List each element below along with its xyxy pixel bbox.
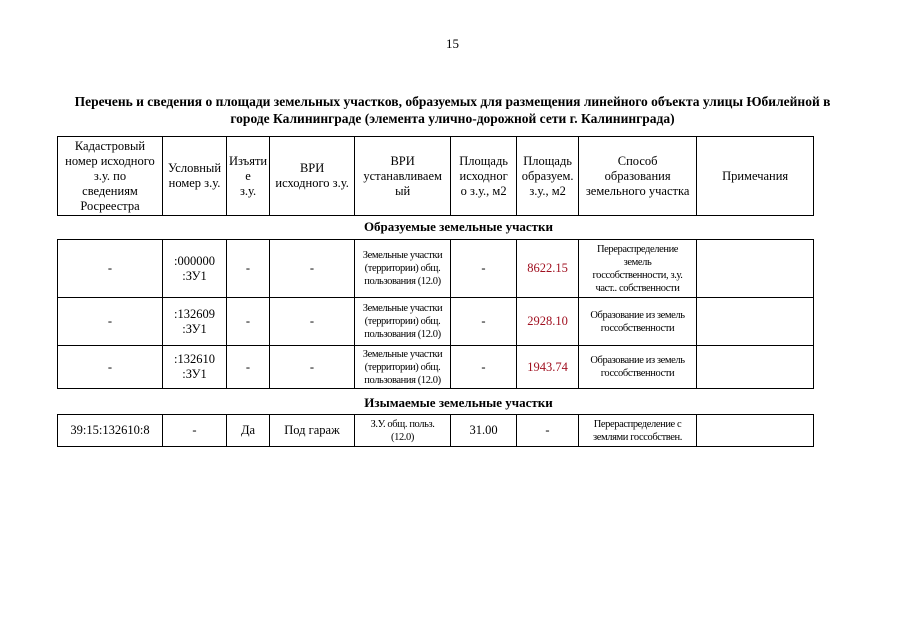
document-title [40,93,865,127]
cell-area-source: - [451,240,517,298]
table-row [58,346,814,389]
header-table [57,136,814,216]
cell-area-new: - [517,415,579,447]
cell-area-source: - [451,298,517,346]
header-cadastral: Кадастровый номер исходного з.у. по сведениям Росреестра [58,137,163,216]
cell-area-new: 1943.74 [517,346,579,389]
cell-vri-source: Под гараж [270,415,355,447]
cell-conditional-number: ​:000000 :ЗУ1 [163,240,227,298]
cell-cadastral: - [58,346,163,389]
cell-method: Образование из земель госсобственности [579,346,697,389]
cell-conditional-number: :132609 :ЗУ1 [163,298,227,346]
cell-seizure: - [227,298,270,346]
title-line-2: городе Калининграде (элемента улично-дорожной сети г. Калининграда) [230,111,675,126]
cell-vri-new: Земельные участки (территории) общ. пользования (12.0) [355,240,451,298]
cell-method: Образование из земель госсобственности [579,298,697,346]
cell-area-new: 2928.10 [517,298,579,346]
header-vri-source: ВРИ исходного з.у. [270,137,355,216]
cell-vri-source: - [270,346,355,389]
cell-vri-new: Земельные участки (территории) общ. пользования (12.0) [355,298,451,346]
cell-conditional-number: :132610 :ЗУ1 [163,346,227,389]
header-conditional-number: Условный номер з.у. [163,137,227,216]
section-seized-title: Изымаемые земельные участки [364,395,553,410]
cell-method: Перераспределение земель госсобственности, з.у. част.. собственности [579,240,697,298]
header-area-source: Площадь исходног о з.у., м2 [451,137,517,216]
formed-parcels-table [57,239,814,389]
table-row [58,298,814,346]
header-seizure: Изъяти е з.у. [227,137,270,216]
cell-notes [697,346,814,389]
cell-method: Перераспределение с землями госсобствен. [579,415,697,447]
cell-cadastral: 39:15:132610:8 [58,415,163,447]
header-notes: Примечания [697,137,814,216]
cell-notes [697,240,814,298]
header-area-new: Площадь образуем. з.у., м2 [517,137,579,216]
seized-parcels-table [57,414,814,447]
cell-cadastral: - [58,298,163,346]
cell-seizure: - [227,240,270,298]
header-method: Способ образования земельного участка [579,137,697,216]
table-row [58,415,814,447]
page-number: 15 [446,36,459,51]
cell-notes [697,298,814,346]
cell-vri-source: - [270,298,355,346]
header-vri-new: ВРИ устанавливаем ый [355,137,451,216]
cell-vri-new: Земельные участки (территории) общ. пользования (12.0) [355,346,451,389]
cell-seizure: - [227,346,270,389]
section-formed-title: Образуемые земельные участки [363,219,554,234]
cell-notes [697,415,814,447]
cell-area-source: - [451,346,517,389]
cell-cadastral: - [58,240,163,298]
cell-vri-source: - [270,240,355,298]
title-line-1: Перечень и сведения о площади земельных участков, образуемых для размещения линейного объекта улицы Юбилейной в [74,94,831,109]
cell-conditional-number: - [163,415,227,447]
table-row [58,240,814,298]
cell-seizure: Да [227,415,270,447]
cell-area-source: 31.00 [451,415,517,447]
cell-vri-new: З.У. общ. польз. (12.0) [355,415,451,447]
cell-area-new: 8622.15 [517,240,579,298]
